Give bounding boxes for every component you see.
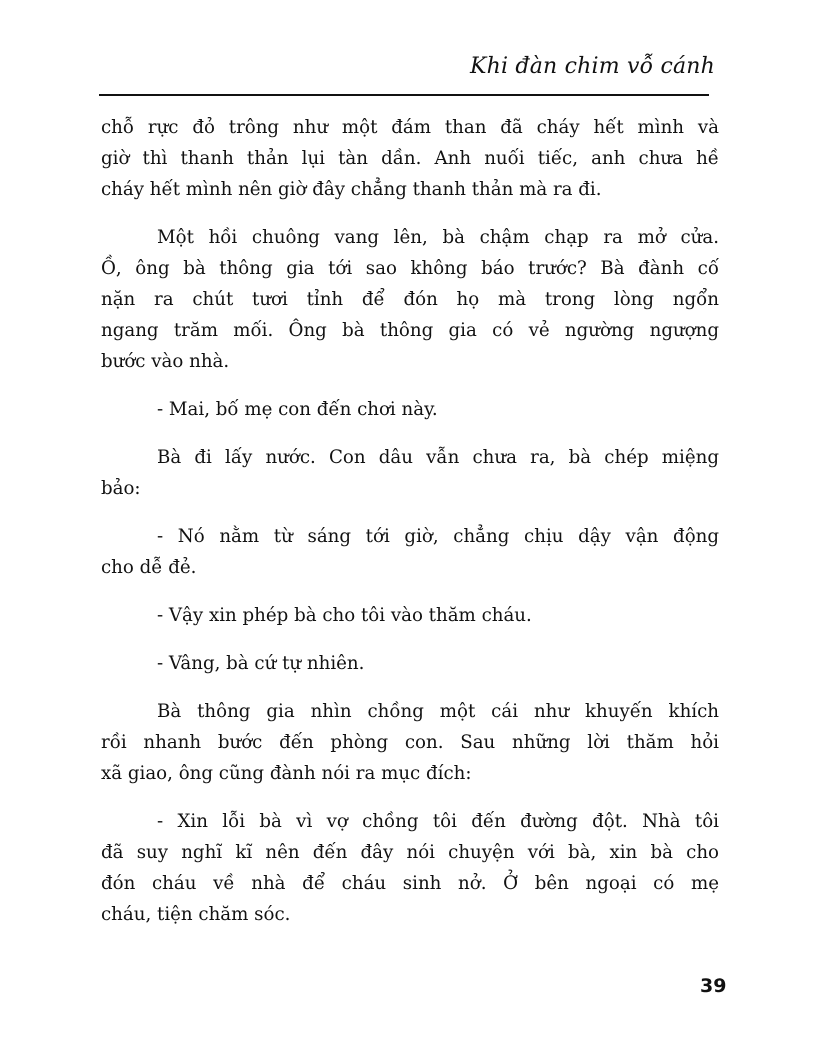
text-line: cho dễ đẻ. — [101, 557, 197, 578]
paragraph — [101, 222, 741, 377]
text-line: - Nó nằm từ sáng tới giờ, chẳng chịu dậy vận động — [157, 526, 719, 547]
text-body — [101, 112, 741, 930]
text-line: cháy hết mình nên giờ đây chẳng thanh thản mà ra đi. — [101, 179, 602, 200]
text-line: chỗ rực đỏ trông như một đám than đã cháy hết mình và — [101, 117, 719, 138]
text-line: - Xin lỗi bà vì vợ chồng tôi đến đường đột. Nhà tôi — [157, 811, 719, 832]
text-line: - Mai, bố mẹ con đến chơi này. — [157, 399, 438, 420]
paragraph — [101, 394, 741, 425]
paragraph — [101, 112, 741, 205]
text-line: đón cháu về nhà để cháu sinh nở. Ở bên ngoại có mẹ — [101, 873, 719, 894]
paragraph — [101, 521, 741, 583]
header-rule — [99, 94, 709, 96]
text-line: rồi nhanh bước đến phòng con. Sau những lời thăm hỏi — [101, 732, 719, 753]
running-head-title: Khi đàn chim vỗ cánh — [470, 54, 716, 79]
paragraph — [101, 648, 741, 679]
paragraph — [101, 600, 741, 631]
text-line: ngang trăm mối. Ông bà thông gia có vẻ ngường ngượng — [101, 320, 719, 341]
text-line: Ồ, ông bà thông gia tới sao không báo trước? Bà đành cố — [101, 258, 719, 279]
text-line: đã suy nghĩ kĩ nên đến đây nói chuyện với bà, xin bà cho — [101, 842, 719, 863]
text-line: Bà đi lấy nước. Con dâu vẫn chưa ra, bà chép miệng — [157, 447, 719, 468]
paragraph — [101, 696, 741, 789]
text-line: cháu, tiện chăm sóc. — [101, 904, 291, 925]
text-line: xã giao, ông cũng đành nói ra mục đích: — [101, 763, 472, 784]
text-line: Bà thông gia nhìn chồng một cái như khuyến khích — [157, 701, 719, 722]
paragraph — [101, 806, 741, 930]
page-body — [101, 112, 719, 942]
text-line: - Vâng, bà cứ tự nhiên. — [157, 653, 365, 674]
text-line: bảo: — [101, 478, 141, 499]
page-number: 39 — [700, 975, 727, 997]
paragraph — [101, 442, 741, 504]
text-line: giờ thì thanh thản lụi tàn dần. Anh nuối tiếc, anh chưa hề — [101, 148, 719, 169]
text-line: nặn ra chút tươi tỉnh để đón họ mà trong lòng ngổn — [101, 289, 719, 310]
text-line: Một hồi chuông vang lên, bà chậm chạp ra mở cửa. — [157, 227, 719, 248]
text-line: - Vậy xin phép bà cho tôi vào thăm cháu. — [157, 605, 532, 626]
text-line: bước vào nhà. — [101, 351, 230, 372]
